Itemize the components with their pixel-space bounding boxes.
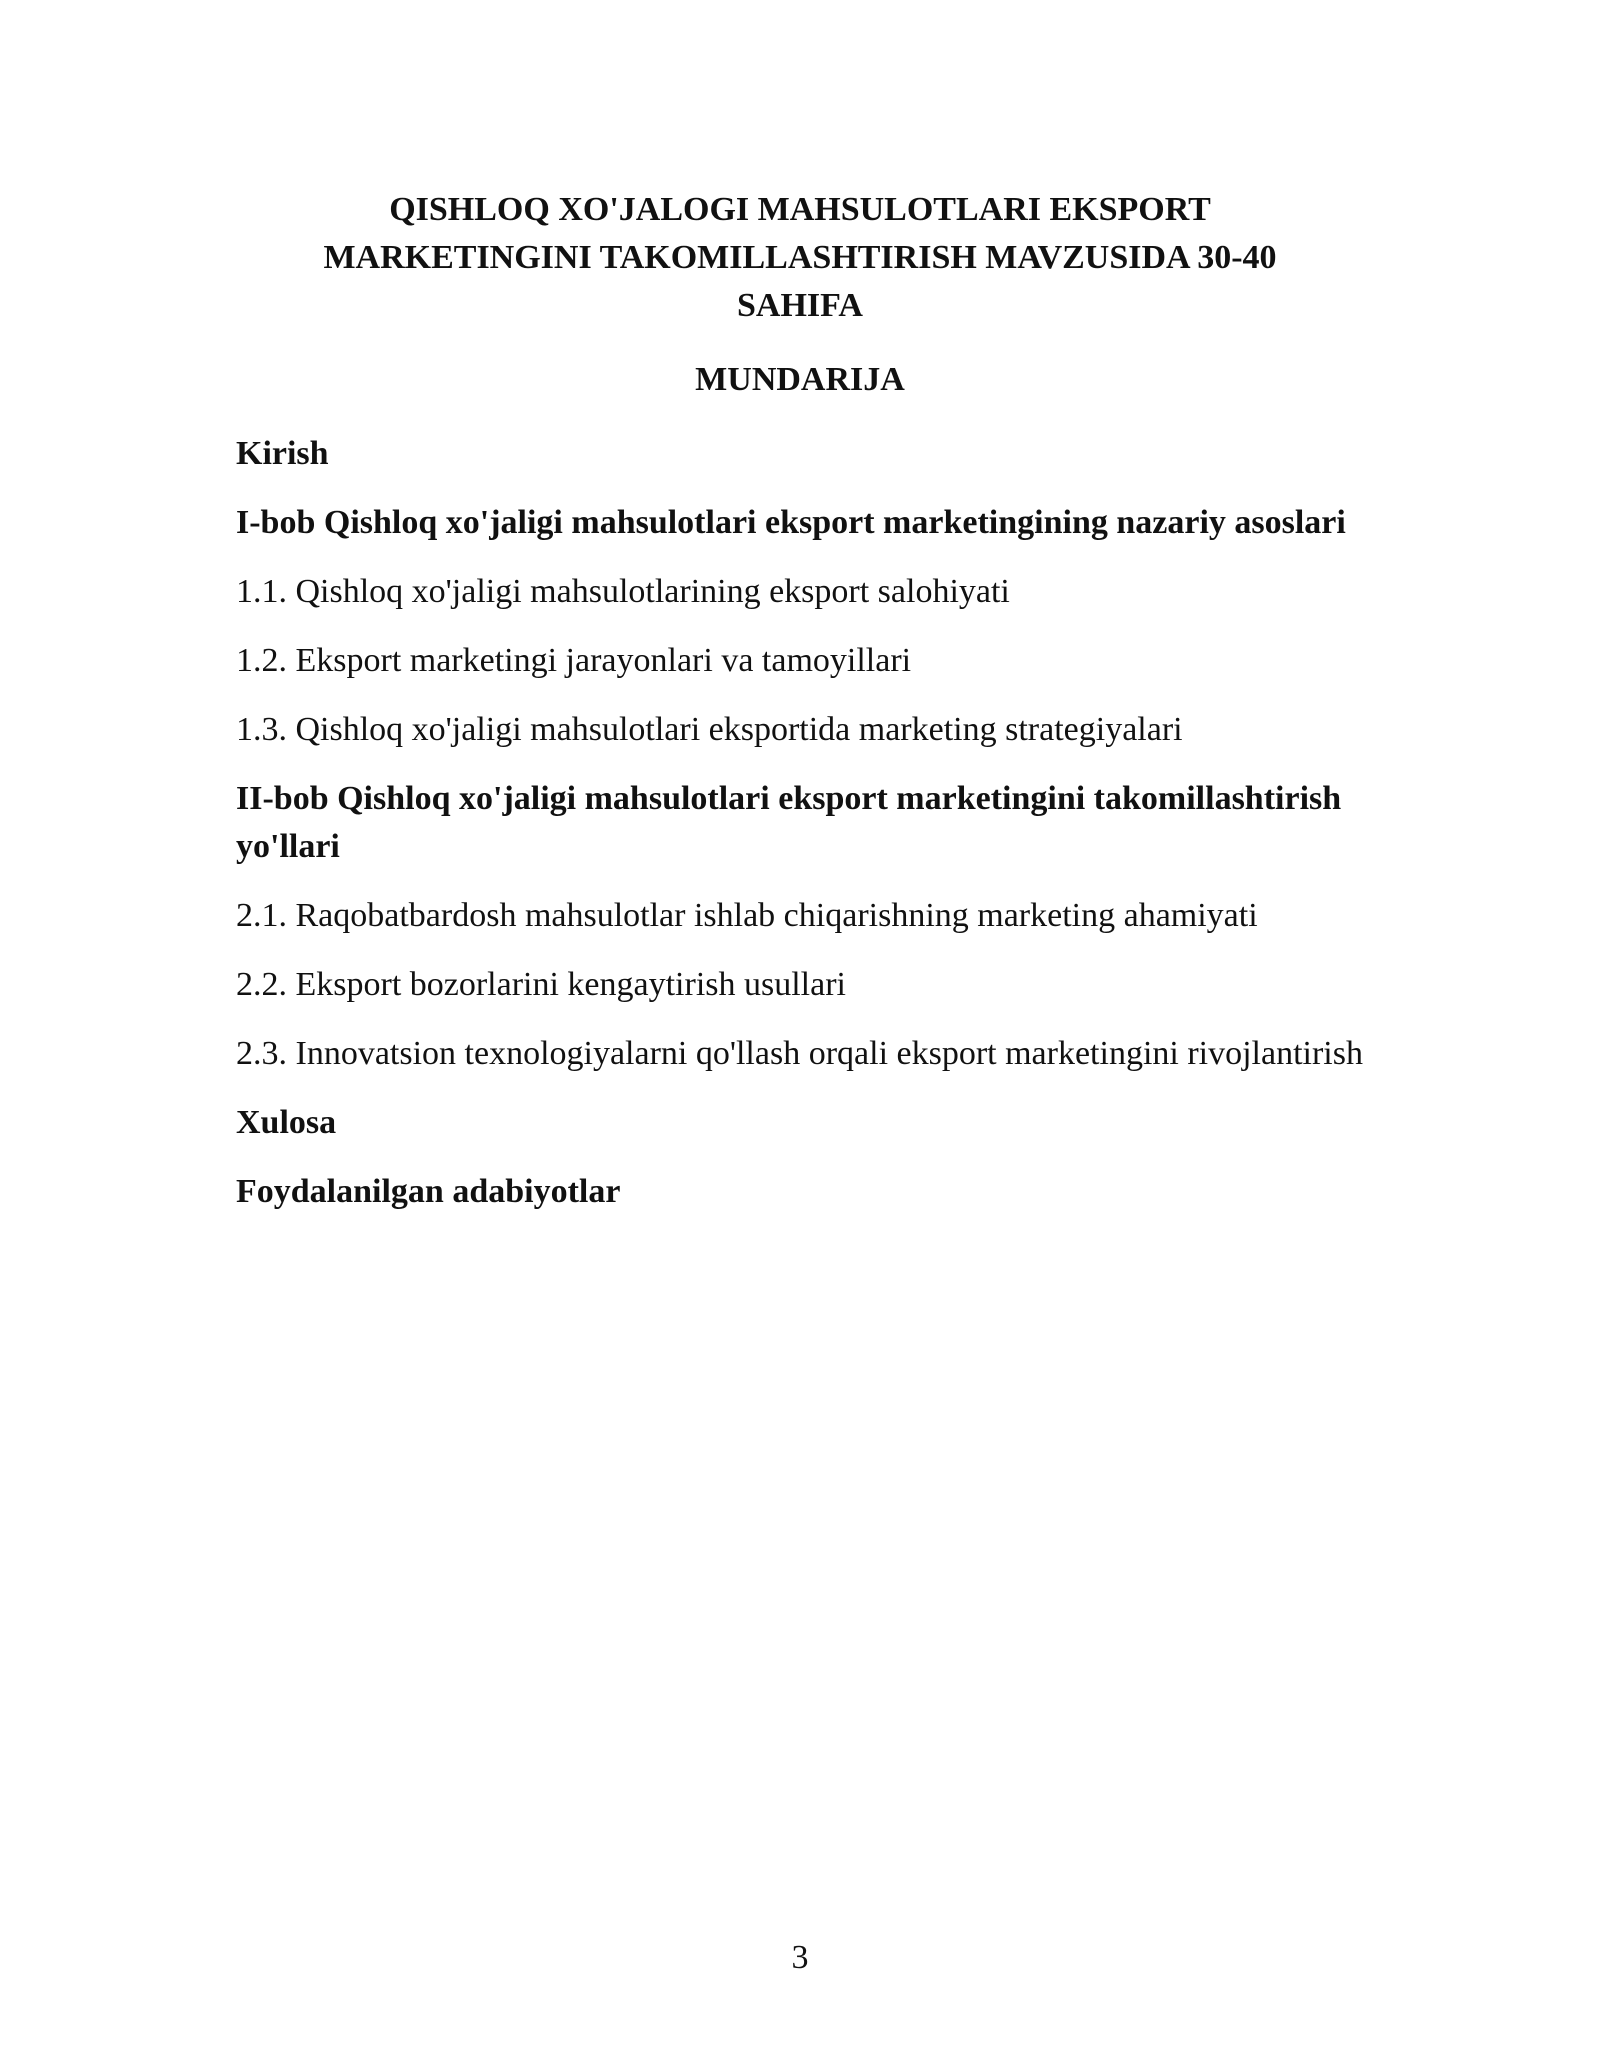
toc-entry-2-3: 2.3. Innovatsion texnologiyalarni qo'llash orqali eksport marketingini rivojlantirish — [236, 1035, 1363, 1072]
toc-entry-2-1: 2.1. Raqobatbardosh mahsulotlar ishlab chiqarishning marketing ahamiyati — [236, 897, 1258, 934]
toc-heading: MUNDARIJA — [695, 361, 905, 398]
toc-entry-1-2: 1.2. Eksport marketingi jarayonlari va tamoyillari — [236, 642, 912, 679]
toc-entry-1-3: 1.3. Qishloq xo'jaligi mahsulotlari eksportida marketing strategiyalari — [236, 711, 1183, 748]
toc-entry-chapter-2: II-bob Qishloq xo'jaligi mahsulotlari eksport marketingini takomillashtirish yo'llari — [236, 780, 1342, 865]
table-of-contents — [236, 430, 1366, 1237]
toc-entry-2-2: 2.2. Eksport bozorlarini kengaytirish usullari — [236, 966, 846, 1003]
toc-entry-chapter-1: I-bob Qishloq xo'jaligi mahsulotlari eksport marketingining nazariy asoslari — [236, 504, 1346, 541]
toc-entry-kirish: Kirish — [236, 435, 329, 472]
page-number: 3 — [791, 1939, 809, 1976]
toc-entry-1-1: 1.1. Qishloq xo'jaligi mahsulotlarining eksport salohiyati — [236, 573, 1010, 610]
toc-entry-xulosa: Xulosa — [236, 1104, 337, 1141]
document-title: QISHLOQ XO'JALOGI MAHSULOTLARI EKSPORT MARKETINGINI TAKOMILLASHTIRISH MAVZUSIDA 30-40 SAHIFA — [323, 191, 1277, 324]
toc-entry-references: Foydalanilgan adabiyotlar — [236, 1173, 621, 1210]
